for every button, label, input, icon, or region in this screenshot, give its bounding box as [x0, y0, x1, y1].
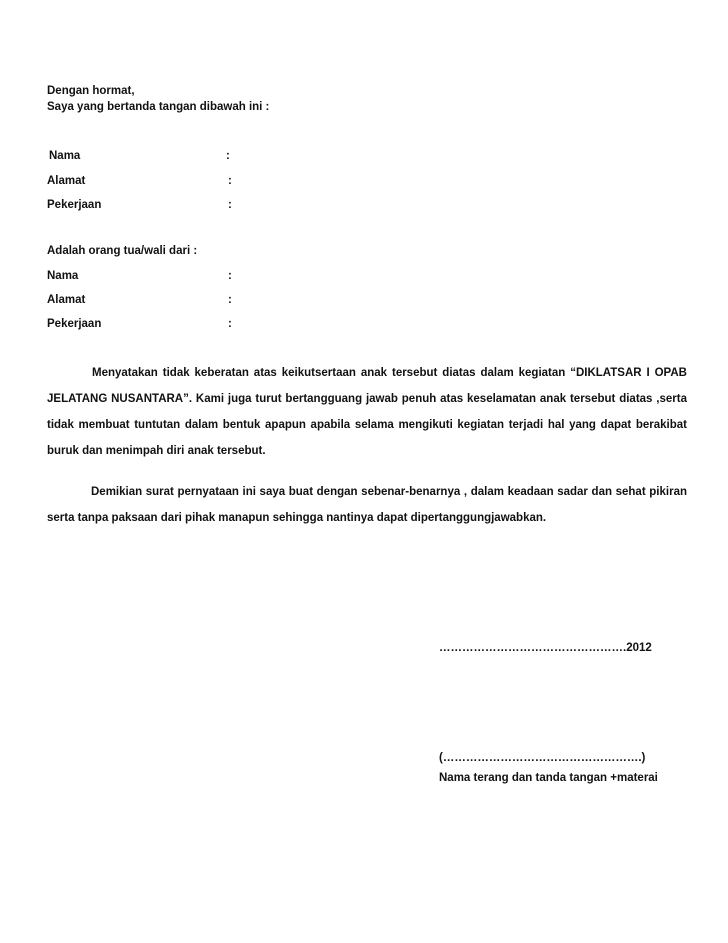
field-label: Pekerjaan [47, 199, 102, 211]
field-colon: : [228, 270, 232, 282]
field-label: Alamat [47, 175, 86, 187]
field-colon: : [228, 199, 232, 211]
field-label: Nama [49, 150, 81, 162]
intro-line: Saya yang bertanda tangan dibawah ini : [47, 101, 270, 113]
field-colon: : [228, 318, 232, 330]
signature-caption: Nama terang dan tanda tangan +materai [439, 772, 658, 784]
field-label: Alamat [47, 294, 86, 306]
guardian-intro: Adalah orang tua/wali dari : [47, 245, 198, 257]
greeting: Dengan hormat, [47, 85, 135, 97]
field-colon: : [226, 150, 230, 162]
field-colon: : [228, 294, 232, 306]
signature-line: (…………………………………………….) [439, 752, 646, 764]
field-label: Nama [47, 270, 79, 282]
statement-paragraph: Menyatakan tidak keberatan atas keikutsertaan anak tersebut diatas dalam kegiatan “DIKLATSAR I OPAB JELATANG NUSANTARA”. Kami juga turut bertangguang jawab penuh atas keselamatan anak tersebut diatas ,serta tidak membuat tuntutan dalam bentuk apapun apabila selama mengikuti kegiatan terjadi hal yang dapat berakibat buruk dan menimpah diri anak tersebut. [47, 367, 687, 457]
closing-paragraph: Demikian surat pernyataan ini saya buat dengan sebenar-benarnya , dalam keadaan sadar dan sehat pikiran serta tanpa paksaan dari pihak manapun sehingga nantinya dapat dipertanggungjawabkan. [47, 486, 687, 524]
field-colon: : [228, 175, 232, 187]
date-line: ………………………………………….2012 [439, 642, 652, 654]
field-label: Pekerjaan [47, 318, 102, 330]
